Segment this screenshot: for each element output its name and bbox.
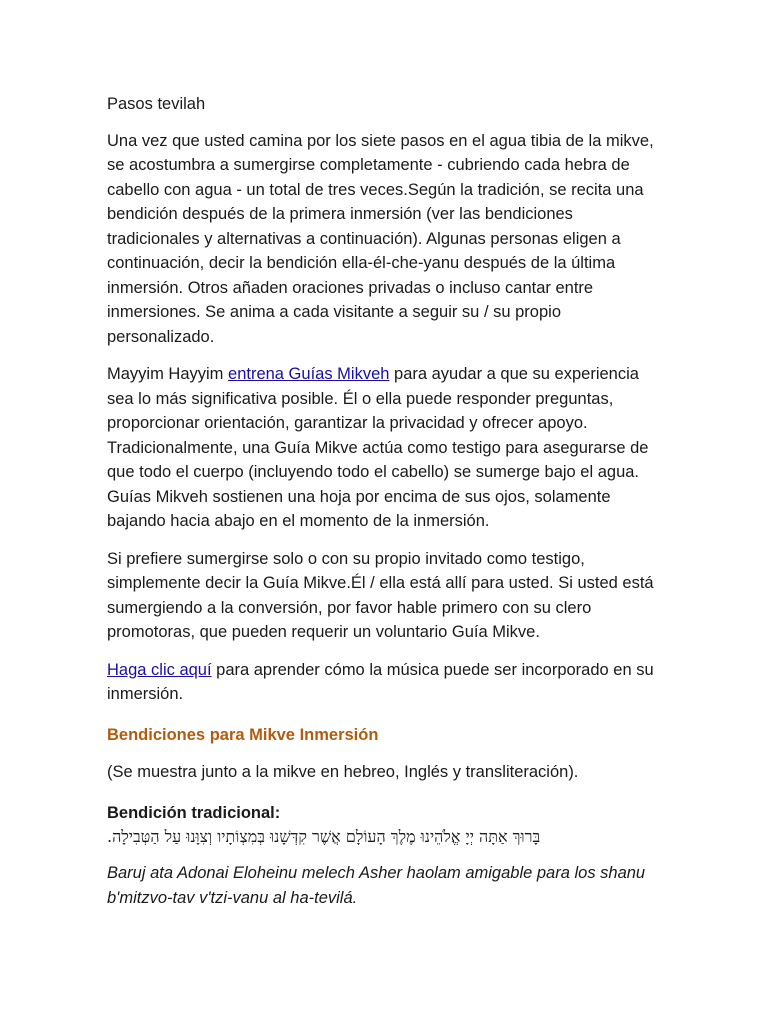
section-heading-blessings: Bendiciones para Mikve Inmersión [107, 725, 379, 744]
paragraph-mikveh-guides [107, 362, 668, 534]
paragraph-tevilah-steps: Una vez que usted camina por los siete pasos en el agua tibia de la mikve, se acostumbra a sumergirse completamente - cubriendo cada hebra de cabello con agua - un total de tres veces.Según la tradición, se recita una bendición después de la primera inmersión (ver las bendiciones tradicionales y alternativas a continuación). Algunas personas eligen a continuación, decir la bendición ella-él-che-yanu después de la última inmersión. Otros añaden oraciones privadas o incluso cantar entre inmersiones. Se anima a cada visitante a seguir su / su propio personalizado. [107, 131, 654, 346]
blessing-transliteration: Baruj ata Adonai Eloheinu melech Asher haolam amigable para los shanu b'mitzvo-tav v'tzi-vanu al ha-tevilá. [107, 864, 646, 907]
paragraph-witness: Si prefiere sumergirse solo o con su propio invitado como testigo, simplemente decir la Guía Mikve.Él / ella está allí para usted. Si usted está sumergiendo a la conversión, por favor hable primero con su clero promotoras, que pueden requerir un voluntario Guía Mikve. [107, 549, 654, 641]
mikveh-guides-link[interactable]: entrena Guías Mikveh [228, 365, 390, 383]
click-here-link[interactable]: Haga clic aquí [107, 660, 212, 679]
traditional-blessing-heading: Bendición tradicional: [107, 803, 281, 822]
paragraph-languages-note: (Se muestra junto a la mikve en hebreo, Inglés y transliteración). [107, 763, 579, 781]
paragraph-mikveh-guides-prefix: Mayyim Hayyim [107, 365, 229, 383]
blessing-hebrew-text: בָּרוּךְ אַתָּה יְיָ אֱלֹהֵינוּ מֶלֶךְ הָעוֹלָם אֲשֶׁר קִדְּשָׁנוּ בְּמִצְוֹתָיו וְצִוָּנוּ עַל הַטְּבִילָה. [107, 827, 541, 846]
paragraph-music [107, 658, 668, 707]
paragraph-music-text: para aprender cómo la música puede ser incorporado en su inmersión. [107, 660, 654, 703]
paragraph-mikveh-guides-text: para ayudar a que su experiencia sea lo más significativa posible. Él o ella puede responder preguntas, proporcionar orientación, garantizar la privacidad y ofrecer apoyo. Tradicionalmente, una Guía Mikve actúa como testigo para asegurarse de que todo el cuerpo (incluyendo todo el cabello) se sumerge bajo el agua. Guías Mikveh sostienen una hoja por encima de sus ojos, solamente bajando hacia abajo en el momento de la inmersión. [107, 365, 649, 530]
document-title: Pasos tevilah [107, 95, 206, 113]
